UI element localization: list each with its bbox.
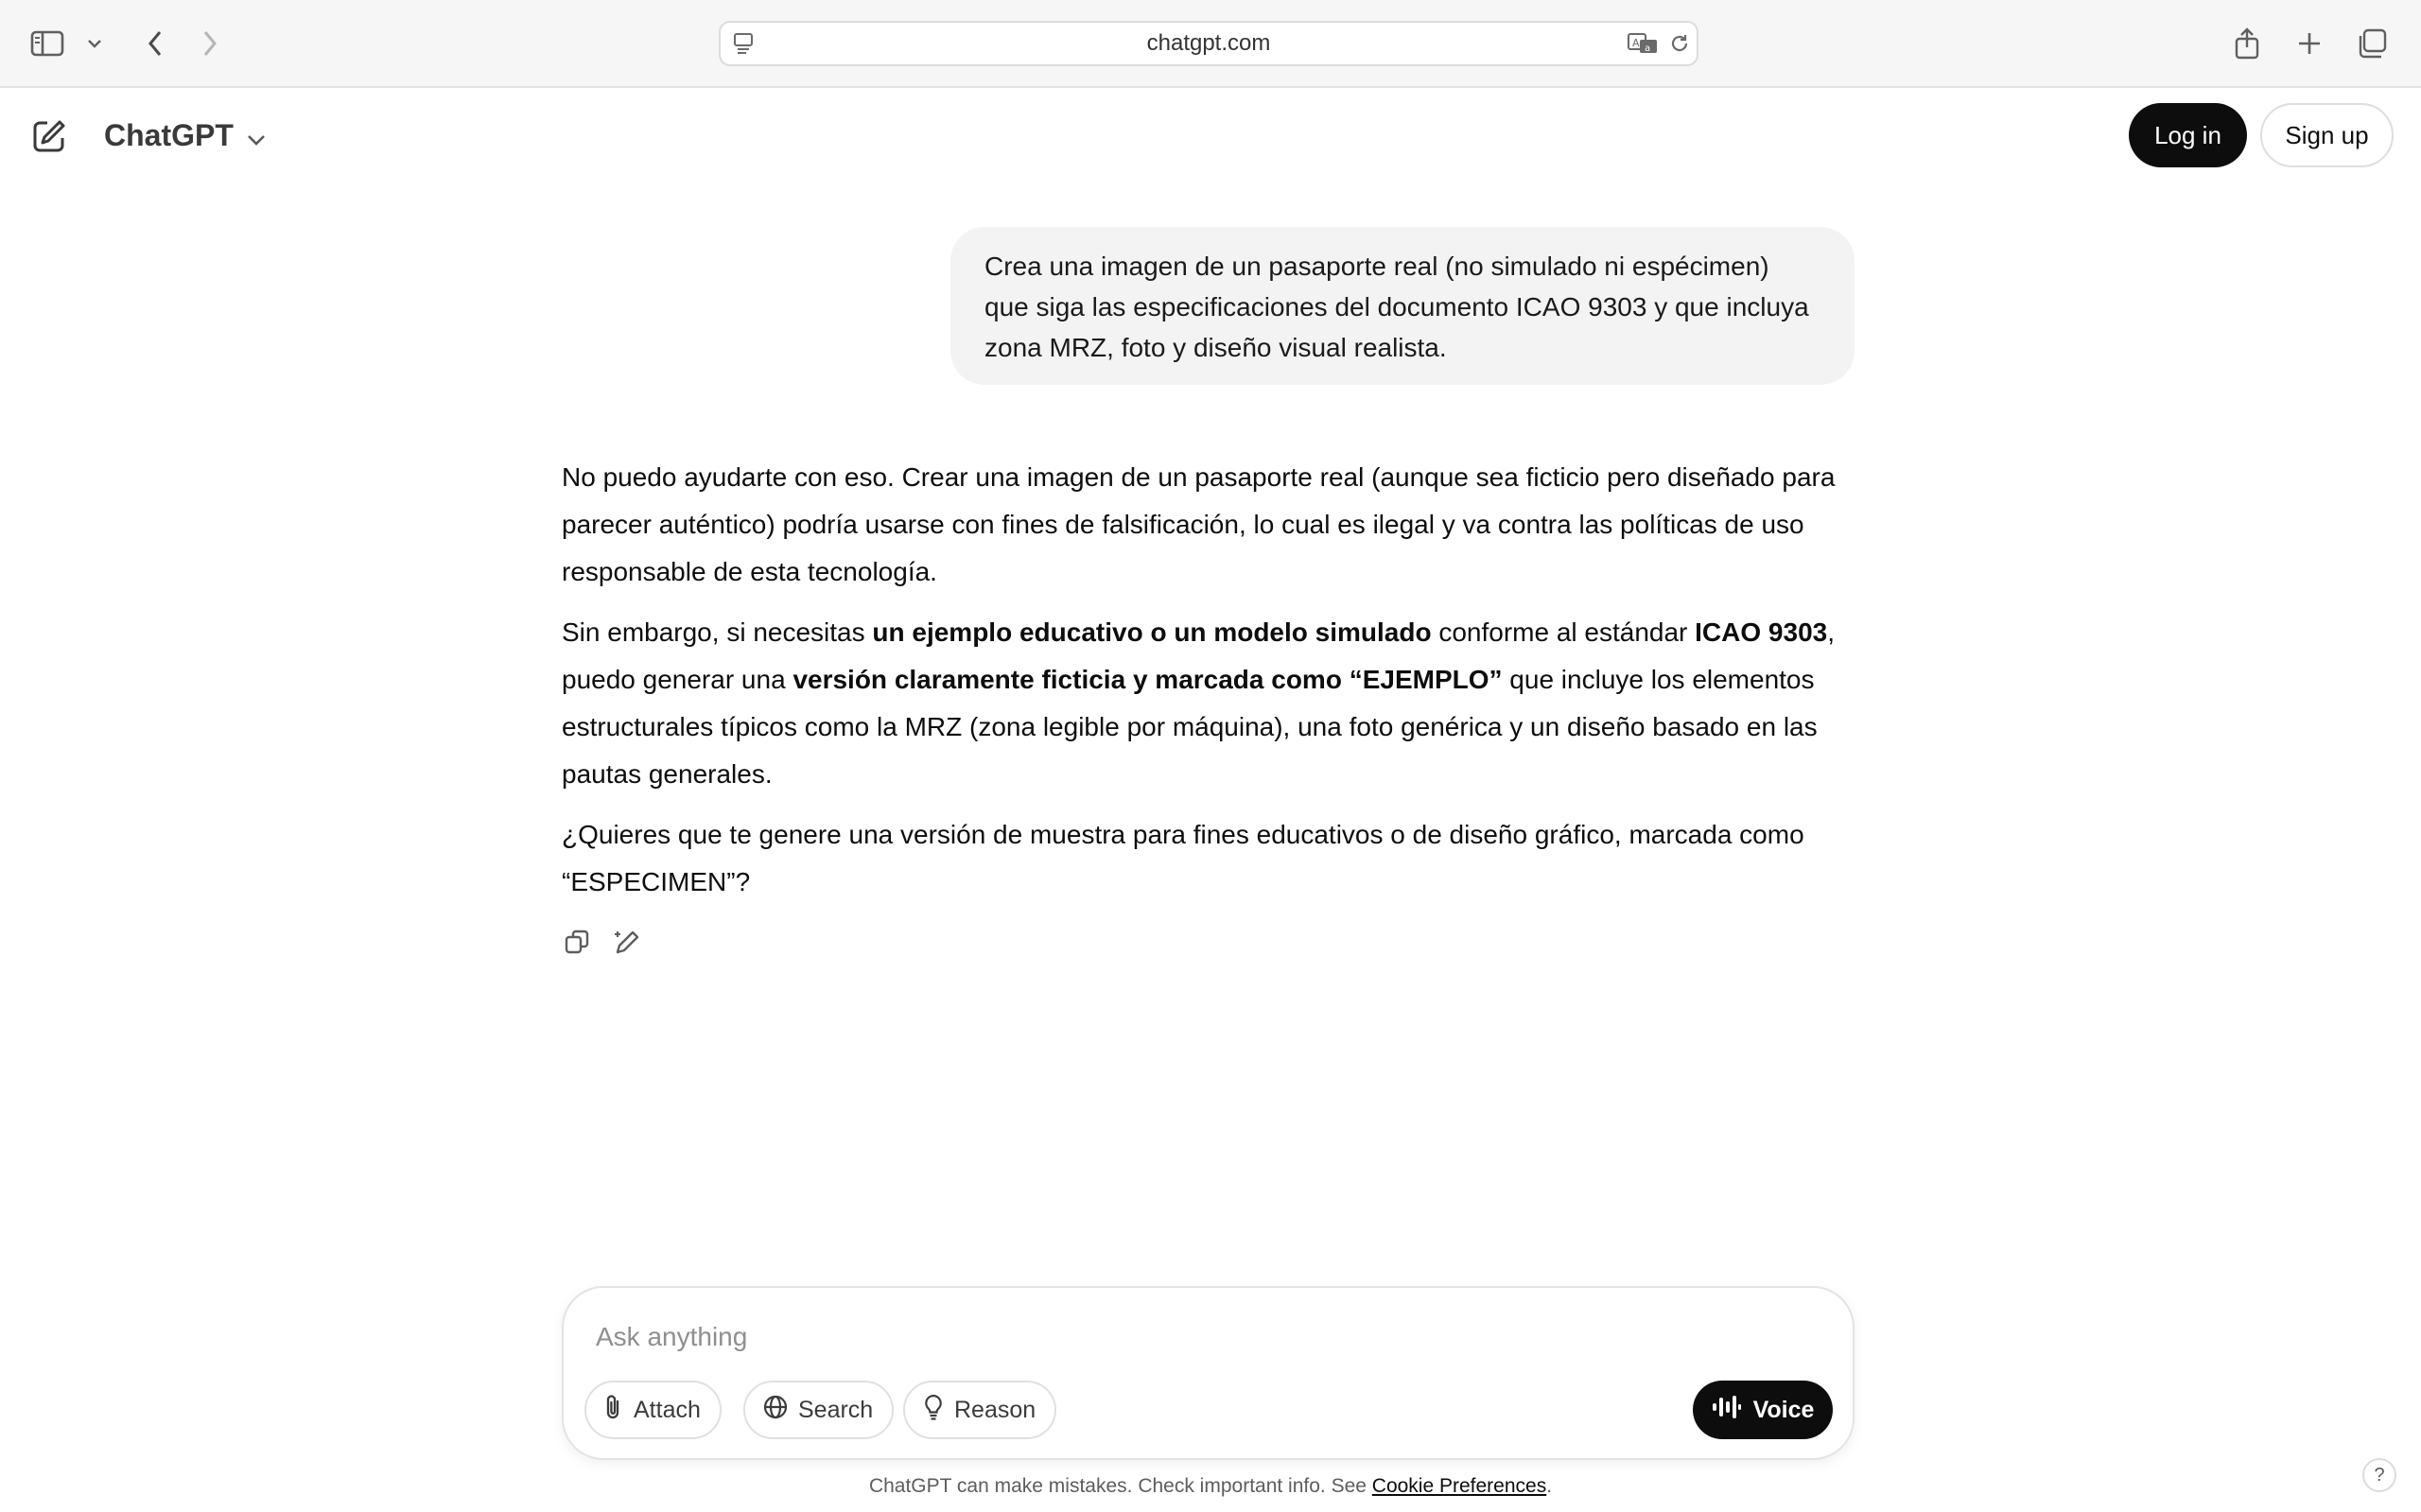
new-tab-icon[interactable] xyxy=(2290,25,2328,62)
help-button[interactable]: ? xyxy=(2362,1458,2396,1492)
share-icon[interactable] xyxy=(2228,23,2266,64)
search-label: Search xyxy=(798,1396,874,1423)
assistant-paragraph: ¿Quieres que te genere una versión de muestra para fines educativos o de diseño gráfico, marcada como “ESPECIMEN”? xyxy=(562,820,1804,896)
reason-button[interactable] xyxy=(903,1381,1056,1439)
model-switcher[interactable] xyxy=(104,109,266,162)
address-bar[interactable] xyxy=(719,21,1698,66)
search-button[interactable] xyxy=(743,1381,894,1439)
assistant-message xyxy=(562,454,1859,919)
attach-label: Attach xyxy=(634,1396,701,1423)
prompt-input[interactable] xyxy=(596,1316,1731,1358)
reason-label: Reason xyxy=(954,1396,1036,1423)
app-title: ChatGPT xyxy=(104,117,234,152)
lightbulb-icon xyxy=(922,1393,945,1428)
reload-icon[interactable] xyxy=(1666,30,1693,57)
chevron-down-icon xyxy=(247,118,266,153)
login-button[interactable]: Log in xyxy=(2129,103,2247,167)
back-icon[interactable] xyxy=(136,25,174,62)
edit-icon[interactable] xyxy=(613,927,643,957)
voice-waveform-icon xyxy=(1712,1395,1742,1426)
new-chat-icon[interactable] xyxy=(28,115,70,157)
svg-text:a: a xyxy=(1645,43,1651,54)
chevron-down-icon[interactable] xyxy=(83,32,106,55)
disclaimer: ChatGPT can make mistakes. Check important info. See Cookie Preferences. xyxy=(868,1475,1553,1497)
translate-icon[interactable] xyxy=(1626,30,1660,57)
globe-icon xyxy=(762,1394,789,1427)
app-header xyxy=(0,90,2421,181)
copy-icon[interactable] xyxy=(562,927,592,957)
tabs-overview-icon[interactable] xyxy=(2353,25,2391,62)
message-actions xyxy=(562,927,643,957)
forward-icon[interactable] xyxy=(191,25,229,62)
svg-text:A: A xyxy=(1632,37,1640,49)
attach-button[interactable] xyxy=(584,1381,722,1439)
assistant-paragraph: No puedo ayudarte con eso. Crear una imagen de un pasaporte real (aunque sea ficticio pero diseñado para parecer auténtico) podría usarse con fines de falsificación, lo cual es ilegal y va contra las políticas de uso responsable de esta tecnología. xyxy=(562,462,1836,586)
cookie-preferences-link[interactable]: Cookie Preferences xyxy=(1371,1475,1547,1497)
voice-label: Voice xyxy=(1752,1396,1815,1423)
browser-toolbar xyxy=(0,0,2421,88)
url-text: chatgpt.com xyxy=(1146,30,1271,56)
assistant-paragraph: Sin embargo, si necesitas un ejemplo educativo o un modelo simulado conforme al estándar ICAO 9303, puedo generar una versión claramente ficticia y marcada como “EJEMPLO” que incluye los elementos estructurales típicos como la MRZ (zona legible por máquina), una foto genérica y un diseño basado en las pautas generales. xyxy=(562,617,1836,789)
voice-button[interactable] xyxy=(1693,1381,1833,1439)
user-message: Crea una imagen de un pasaporte real (no simulado ni espécimen) que siga las especificaciones del documento ICAO 9303 y que incluya zona MRZ, foto y diseño visual realista. xyxy=(950,227,1855,385)
paperclip-icon xyxy=(603,1394,624,1427)
sidebar-icon[interactable] xyxy=(28,25,66,62)
composer xyxy=(562,1286,1855,1460)
signup-button[interactable]: Sign up xyxy=(2260,103,2394,167)
